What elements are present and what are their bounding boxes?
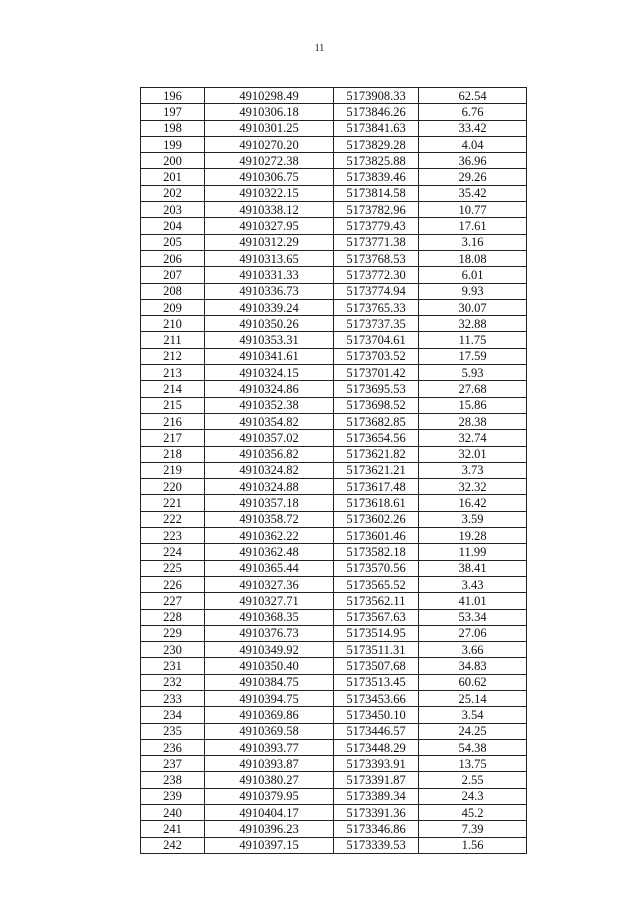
table-row	[141, 593, 527, 609]
x-coordinate-cell: 4910324.82	[205, 462, 334, 478]
distance-cell: 36.96	[419, 153, 527, 169]
y-coordinate-cell: 5173737.35	[334, 316, 419, 332]
distance-cell: 3.54	[419, 707, 527, 723]
distance-cell: 29.26	[419, 169, 527, 185]
x-coordinate-cell: 4910336.73	[205, 283, 334, 299]
point-number-cell: 216	[141, 413, 205, 429]
point-number-cell: 233	[141, 690, 205, 706]
table-row	[141, 739, 527, 755]
y-coordinate-cell: 5173774.94	[334, 283, 419, 299]
x-coordinate-cell: 4910272.38	[205, 153, 334, 169]
distance-cell: 25.14	[419, 690, 527, 706]
y-coordinate-cell: 5173617.48	[334, 479, 419, 495]
point-number-cell: 198	[141, 120, 205, 136]
y-coordinate-cell: 5173565.52	[334, 576, 419, 592]
distance-cell: 17.61	[419, 218, 527, 234]
point-number-cell: 209	[141, 299, 205, 315]
point-number-cell: 200	[141, 153, 205, 169]
y-coordinate-cell: 5173602.26	[334, 511, 419, 527]
point-number-cell: 213	[141, 365, 205, 381]
distance-cell: 16.42	[419, 495, 527, 511]
point-number-cell: 234	[141, 707, 205, 723]
x-coordinate-cell: 4910369.58	[205, 723, 334, 739]
y-coordinate-cell: 5173782.96	[334, 202, 419, 218]
x-coordinate-cell: 4910349.92	[205, 642, 334, 658]
x-coordinate-cell: 4910394.75	[205, 690, 334, 706]
table-row	[141, 332, 527, 348]
x-coordinate-cell: 4910341.61	[205, 348, 334, 364]
distance-cell: 33.42	[419, 120, 527, 136]
y-coordinate-cell: 5173698.52	[334, 397, 419, 413]
page-number: 11	[314, 43, 325, 54]
y-coordinate-cell: 5173682.85	[334, 413, 419, 429]
y-coordinate-cell: 5173562.11	[334, 593, 419, 609]
table-row	[141, 609, 527, 625]
distance-cell: 3.43	[419, 576, 527, 592]
table-row	[141, 250, 527, 266]
x-coordinate-cell: 4910356.82	[205, 446, 334, 462]
x-coordinate-cell: 4910376.73	[205, 625, 334, 641]
y-coordinate-cell: 5173695.53	[334, 381, 419, 397]
table-row	[141, 446, 527, 462]
table-row	[141, 413, 527, 429]
y-coordinate-cell: 5173768.53	[334, 250, 419, 266]
x-coordinate-cell: 4910384.75	[205, 674, 334, 690]
table-row	[141, 772, 527, 788]
x-coordinate-cell: 4910338.12	[205, 202, 334, 218]
table-row	[141, 348, 527, 364]
point-number-cell: 199	[141, 136, 205, 152]
distance-cell: 53.34	[419, 609, 527, 625]
table-row	[141, 723, 527, 739]
x-coordinate-cell: 4910357.18	[205, 495, 334, 511]
point-number-cell: 240	[141, 805, 205, 821]
point-number-cell: 197	[141, 104, 205, 120]
table-row	[141, 299, 527, 315]
point-number-cell: 219	[141, 462, 205, 478]
y-coordinate-cell: 5173391.87	[334, 772, 419, 788]
x-coordinate-cell: 4910379.95	[205, 788, 334, 804]
table-row	[141, 837, 527, 853]
distance-cell: 5.93	[419, 365, 527, 381]
distance-cell: 6.76	[419, 104, 527, 120]
table-row	[141, 576, 527, 592]
y-coordinate-cell: 5173704.61	[334, 332, 419, 348]
x-coordinate-cell: 4910313.65	[205, 250, 334, 266]
point-number-cell: 212	[141, 348, 205, 364]
x-coordinate-cell: 4910404.17	[205, 805, 334, 821]
y-coordinate-cell: 5173703.52	[334, 348, 419, 364]
point-number-cell: 227	[141, 593, 205, 609]
table-row	[141, 690, 527, 706]
y-coordinate-cell: 5173339.53	[334, 837, 419, 853]
table-row	[141, 495, 527, 511]
point-number-cell: 204	[141, 218, 205, 234]
point-number-cell: 203	[141, 202, 205, 218]
point-number-cell: 241	[141, 821, 205, 837]
x-coordinate-cell: 4910368.35	[205, 609, 334, 625]
distance-cell: 32.74	[419, 430, 527, 446]
x-coordinate-cell: 4910306.18	[205, 104, 334, 120]
y-coordinate-cell: 5173829.28	[334, 136, 419, 152]
point-number-cell: 218	[141, 446, 205, 462]
table-row	[141, 756, 527, 772]
point-number-cell: 205	[141, 234, 205, 250]
table-row	[141, 707, 527, 723]
table-row	[141, 658, 527, 674]
distance-cell: 27.06	[419, 625, 527, 641]
y-coordinate-cell: 5173582.18	[334, 544, 419, 560]
point-number-cell: 231	[141, 658, 205, 674]
y-coordinate-cell: 5173507.68	[334, 658, 419, 674]
distance-cell: 24.3	[419, 788, 527, 804]
table-row	[141, 202, 527, 218]
distance-cell: 32.01	[419, 446, 527, 462]
distance-cell: 13.75	[419, 756, 527, 772]
x-coordinate-cell: 4910339.24	[205, 299, 334, 315]
point-number-cell: 230	[141, 642, 205, 658]
table-row	[141, 397, 527, 413]
table-row	[141, 544, 527, 560]
y-coordinate-cell: 5173621.82	[334, 446, 419, 462]
distance-cell: 3.66	[419, 642, 527, 658]
point-number-cell: 228	[141, 609, 205, 625]
distance-cell: 11.75	[419, 332, 527, 348]
x-coordinate-cell: 4910357.02	[205, 430, 334, 446]
x-coordinate-cell: 4910298.49	[205, 88, 334, 104]
y-coordinate-cell: 5173453.66	[334, 690, 419, 706]
point-number-cell: 217	[141, 430, 205, 446]
x-coordinate-cell: 4910380.27	[205, 772, 334, 788]
point-number-cell: 206	[141, 250, 205, 266]
point-number-cell: 202	[141, 185, 205, 201]
table-row	[141, 462, 527, 478]
x-coordinate-cell: 4910301.25	[205, 120, 334, 136]
point-number-cell: 229	[141, 625, 205, 641]
x-coordinate-cell: 4910352.38	[205, 397, 334, 413]
table-row	[141, 479, 527, 495]
point-number-cell: 214	[141, 381, 205, 397]
distance-cell: 2.55	[419, 772, 527, 788]
table-row	[141, 218, 527, 234]
y-coordinate-cell: 5173393.91	[334, 756, 419, 772]
x-coordinate-cell: 4910365.44	[205, 560, 334, 576]
x-coordinate-cell: 4910327.71	[205, 593, 334, 609]
x-coordinate-cell: 4910362.48	[205, 544, 334, 560]
table-row	[141, 381, 527, 397]
x-coordinate-cell: 4910324.88	[205, 479, 334, 495]
distance-cell: 3.59	[419, 511, 527, 527]
distance-cell: 3.73	[419, 462, 527, 478]
point-number-cell: 222	[141, 511, 205, 527]
x-coordinate-cell: 4910306.75	[205, 169, 334, 185]
table-row	[141, 104, 527, 120]
y-coordinate-cell: 5173448.29	[334, 739, 419, 755]
y-coordinate-cell: 5173391.36	[334, 805, 419, 821]
point-number-cell: 201	[141, 169, 205, 185]
point-number-cell: 208	[141, 283, 205, 299]
x-coordinate-cell: 4910327.36	[205, 576, 334, 592]
point-number-cell: 196	[141, 88, 205, 104]
table-row	[141, 120, 527, 136]
table-row	[141, 674, 527, 690]
distance-cell: 18.08	[419, 250, 527, 266]
x-coordinate-cell: 4910324.15	[205, 365, 334, 381]
y-coordinate-cell: 5173618.61	[334, 495, 419, 511]
x-coordinate-cell: 4910393.77	[205, 739, 334, 755]
table-row	[141, 430, 527, 446]
x-coordinate-cell: 4910354.82	[205, 413, 334, 429]
distance-cell: 6.01	[419, 267, 527, 283]
distance-cell: 34.83	[419, 658, 527, 674]
x-coordinate-cell: 4910350.40	[205, 658, 334, 674]
table-row	[141, 267, 527, 283]
y-coordinate-cell: 5173701.42	[334, 365, 419, 381]
y-coordinate-cell: 5173346.86	[334, 821, 419, 837]
y-coordinate-cell: 5173446.57	[334, 723, 419, 739]
table-row	[141, 821, 527, 837]
table-row	[141, 88, 527, 104]
point-number-cell: 210	[141, 316, 205, 332]
table-row	[141, 642, 527, 658]
point-number-cell: 225	[141, 560, 205, 576]
table-row	[141, 511, 527, 527]
table-row	[141, 365, 527, 381]
distance-cell: 15.86	[419, 397, 527, 413]
point-number-cell: 235	[141, 723, 205, 739]
point-number-cell: 211	[141, 332, 205, 348]
table-row	[141, 153, 527, 169]
distance-cell: 32.88	[419, 316, 527, 332]
y-coordinate-cell: 5173601.46	[334, 528, 419, 544]
distance-cell: 45.2	[419, 805, 527, 821]
distance-cell: 54.38	[419, 739, 527, 755]
x-coordinate-cell: 4910350.26	[205, 316, 334, 332]
table-row	[141, 560, 527, 576]
y-coordinate-cell: 5173846.26	[334, 104, 419, 120]
table-row	[141, 234, 527, 250]
point-number-cell: 239	[141, 788, 205, 804]
distance-cell: 11.99	[419, 544, 527, 560]
y-coordinate-cell: 5173765.33	[334, 299, 419, 315]
coordinates-table	[140, 87, 527, 854]
distance-cell: 32.32	[419, 479, 527, 495]
distance-cell: 4.04	[419, 136, 527, 152]
y-coordinate-cell: 5173511.31	[334, 642, 419, 658]
x-coordinate-cell: 4910397.15	[205, 837, 334, 853]
table-row	[141, 625, 527, 641]
x-coordinate-cell: 4910362.22	[205, 528, 334, 544]
point-number-cell: 238	[141, 772, 205, 788]
distance-cell: 35.42	[419, 185, 527, 201]
distance-cell: 24.25	[419, 723, 527, 739]
point-number-cell: 232	[141, 674, 205, 690]
x-coordinate-cell: 4910322.15	[205, 185, 334, 201]
table-row	[141, 528, 527, 544]
x-coordinate-cell: 4910358.72	[205, 511, 334, 527]
y-coordinate-cell: 5173621.21	[334, 462, 419, 478]
x-coordinate-cell: 4910327.95	[205, 218, 334, 234]
distance-cell: 62.54	[419, 88, 527, 104]
point-number-cell: 226	[141, 576, 205, 592]
y-coordinate-cell: 5173779.43	[334, 218, 419, 234]
point-number-cell: 224	[141, 544, 205, 560]
y-coordinate-cell: 5173450.10	[334, 707, 419, 723]
point-number-cell: 242	[141, 837, 205, 853]
distance-cell: 1.56	[419, 837, 527, 853]
distance-cell: 41.01	[419, 593, 527, 609]
y-coordinate-cell: 5173839.46	[334, 169, 419, 185]
table-row	[141, 136, 527, 152]
y-coordinate-cell: 5173570.56	[334, 560, 419, 576]
x-coordinate-cell: 4910353.31	[205, 332, 334, 348]
x-coordinate-cell: 4910331.33	[205, 267, 334, 283]
distance-cell: 7.39	[419, 821, 527, 837]
distance-cell: 19.28	[419, 528, 527, 544]
x-coordinate-cell: 4910312.29	[205, 234, 334, 250]
coordinates-table-body	[141, 88, 527, 854]
point-number-cell: 236	[141, 739, 205, 755]
point-number-cell: 207	[141, 267, 205, 283]
table-row	[141, 805, 527, 821]
table-row	[141, 316, 527, 332]
distance-cell: 27.68	[419, 381, 527, 397]
y-coordinate-cell: 5173841.63	[334, 120, 419, 136]
point-number-cell: 220	[141, 479, 205, 495]
point-number-cell: 221	[141, 495, 205, 511]
y-coordinate-cell: 5173513.45	[334, 674, 419, 690]
table-row	[141, 788, 527, 804]
y-coordinate-cell: 5173825.88	[334, 153, 419, 169]
y-coordinate-cell: 5173772.30	[334, 267, 419, 283]
x-coordinate-cell: 4910396.23	[205, 821, 334, 837]
table-row	[141, 185, 527, 201]
y-coordinate-cell: 5173771.38	[334, 234, 419, 250]
table-row	[141, 169, 527, 185]
distance-cell: 17.59	[419, 348, 527, 364]
point-number-cell: 215	[141, 397, 205, 413]
distance-cell: 30.07	[419, 299, 527, 315]
x-coordinate-cell: 4910270.20	[205, 136, 334, 152]
point-number-cell: 223	[141, 528, 205, 544]
table-row	[141, 283, 527, 299]
point-number-cell: 237	[141, 756, 205, 772]
distance-cell: 10.77	[419, 202, 527, 218]
x-coordinate-cell: 4910324.86	[205, 381, 334, 397]
y-coordinate-cell: 5173567.63	[334, 609, 419, 625]
y-coordinate-cell: 5173514.95	[334, 625, 419, 641]
y-coordinate-cell: 5173654.56	[334, 430, 419, 446]
distance-cell: 60.62	[419, 674, 527, 690]
x-coordinate-cell: 4910369.86	[205, 707, 334, 723]
x-coordinate-cell: 4910393.87	[205, 756, 334, 772]
distance-cell: 3.16	[419, 234, 527, 250]
distance-cell: 28.38	[419, 413, 527, 429]
y-coordinate-cell: 5173389.34	[334, 788, 419, 804]
distance-cell: 38.41	[419, 560, 527, 576]
y-coordinate-cell: 5173908.33	[334, 88, 419, 104]
y-coordinate-cell: 5173814.58	[334, 185, 419, 201]
distance-cell: 9.93	[419, 283, 527, 299]
